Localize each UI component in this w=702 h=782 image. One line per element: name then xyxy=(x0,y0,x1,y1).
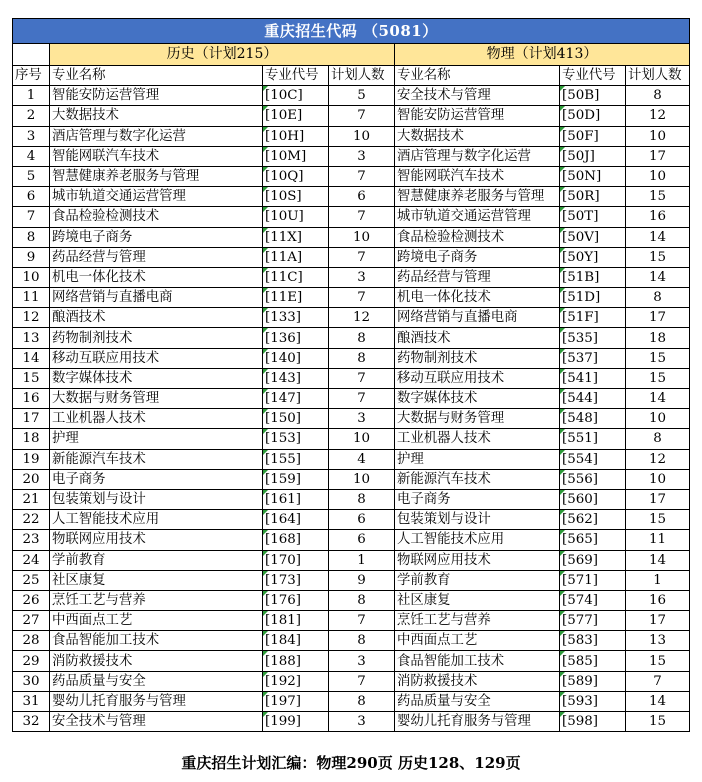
history-major-name: 食品检验检测技术 xyxy=(50,207,263,227)
table-row xyxy=(13,126,690,146)
history-major-code: [173] xyxy=(263,570,329,590)
table-row xyxy=(13,489,690,509)
history-major-code: [197] xyxy=(263,691,329,711)
header-count-physics: 计划人数 xyxy=(626,66,690,86)
physics-major-code: [556] xyxy=(560,469,626,489)
history-plan-count: 7 xyxy=(329,247,395,267)
row-number: 14 xyxy=(13,348,50,368)
table-row xyxy=(13,611,690,631)
physics-major-name: 酿酒技术 xyxy=(395,328,560,348)
history-plan-count: 8 xyxy=(329,328,395,348)
physics-plan-count: 8 xyxy=(626,86,690,106)
physics-major-code: [51F] xyxy=(560,308,626,328)
physics-major-name: 智能网联汽车技术 xyxy=(395,166,560,186)
physics-major-name: 中西面点工艺 xyxy=(395,631,560,651)
row-number: 3 xyxy=(13,126,50,146)
history-plan-count: 3 xyxy=(329,146,395,166)
physics-plan-count: 10 xyxy=(626,409,690,429)
history-plan-count: 7 xyxy=(329,671,395,691)
physics-plan-count: 12 xyxy=(626,449,690,469)
history-plan-count: 6 xyxy=(329,530,395,550)
history-major-code: [143] xyxy=(263,368,329,388)
physics-major-code: [585] xyxy=(560,651,626,671)
physics-major-code: [50V] xyxy=(560,227,626,247)
physics-plan-count: 17 xyxy=(626,611,690,631)
history-major-name: 婴幼儿托育服务与管理 xyxy=(50,691,263,711)
table-row xyxy=(13,106,690,126)
row-number: 31 xyxy=(13,691,50,711)
physics-major-name: 电子商务 xyxy=(395,489,560,509)
history-major-name: 智能安防运营管理 xyxy=(50,86,263,106)
header-major-history: 专业名称 xyxy=(50,66,263,86)
physics-major-code: [569] xyxy=(560,550,626,570)
table-row xyxy=(13,712,690,732)
title-row xyxy=(13,19,690,44)
history-plan-count: 3 xyxy=(329,651,395,671)
table-row xyxy=(13,510,690,530)
physics-plan-count: 15 xyxy=(626,510,690,530)
history-major-code: [10Q] xyxy=(263,166,329,186)
physics-plan-count: 1 xyxy=(626,570,690,590)
physics-plan-count: 15 xyxy=(626,187,690,207)
history-major-name: 烹饪工艺与营养 xyxy=(50,590,263,610)
admission-plan-table xyxy=(12,18,690,732)
history-major-code: [10U] xyxy=(263,207,329,227)
history-major-name: 大数据技术 xyxy=(50,106,263,126)
history-major-name: 学前教育 xyxy=(50,550,263,570)
physics-plan-count: 15 xyxy=(626,368,690,388)
group-history: 历史（计划215） xyxy=(50,44,395,66)
row-number: 17 xyxy=(13,409,50,429)
history-major-code: [161] xyxy=(263,489,329,509)
physics-major-code: [50D] xyxy=(560,106,626,126)
history-plan-count: 7 xyxy=(329,389,395,409)
history-major-code: [11E] xyxy=(263,288,329,308)
row-number: 22 xyxy=(13,510,50,530)
physics-major-name: 智慧健康养老服务与管理 xyxy=(395,187,560,207)
physics-major-name: 安全技术与管理 xyxy=(395,86,560,106)
row-number: 20 xyxy=(13,469,50,489)
physics-major-name: 烹饪工艺与营养 xyxy=(395,611,560,631)
physics-major-code: [51B] xyxy=(560,267,626,287)
history-plan-count: 8 xyxy=(329,590,395,610)
history-major-code: [11X] xyxy=(263,227,329,247)
physics-plan-count: 15 xyxy=(626,348,690,368)
history-major-code: [164] xyxy=(263,510,329,530)
history-major-name: 大数据与财务管理 xyxy=(50,389,263,409)
row-number: 16 xyxy=(13,389,50,409)
physics-plan-count: 11 xyxy=(626,530,690,550)
physics-major-code: [598] xyxy=(560,712,626,732)
physics-plan-count: 12 xyxy=(626,106,690,126)
physics-major-name: 药物制剂技术 xyxy=(395,348,560,368)
history-major-name: 数字媒体技术 xyxy=(50,368,263,388)
physics-major-code: [589] xyxy=(560,671,626,691)
row-number: 1 xyxy=(13,86,50,106)
row-number: 2 xyxy=(13,106,50,126)
history-major-code: [150] xyxy=(263,409,329,429)
history-plan-count: 7 xyxy=(329,288,395,308)
physics-major-code: [565] xyxy=(560,530,626,550)
history-major-code: [11C] xyxy=(263,267,329,287)
physics-major-name: 包装策划与设计 xyxy=(395,510,560,530)
table-row xyxy=(13,247,690,267)
physics-major-name: 物联网应用技术 xyxy=(395,550,560,570)
physics-plan-count: 8 xyxy=(626,429,690,449)
history-major-name: 护理 xyxy=(50,429,263,449)
physics-major-name: 学前教育 xyxy=(395,570,560,590)
physics-major-code: [571] xyxy=(560,570,626,590)
history-plan-count: 10 xyxy=(329,429,395,449)
history-major-code: [136] xyxy=(263,328,329,348)
table-row xyxy=(13,550,690,570)
history-plan-count: 4 xyxy=(329,449,395,469)
history-major-code: [10H] xyxy=(263,126,329,146)
physics-plan-count: 15 xyxy=(626,247,690,267)
table-row xyxy=(13,187,690,207)
history-major-name: 电子商务 xyxy=(50,469,263,489)
table-row xyxy=(13,389,690,409)
history-plan-count: 7 xyxy=(329,611,395,631)
table-row xyxy=(13,288,690,308)
physics-plan-count: 16 xyxy=(626,207,690,227)
history-major-name: 智能网联汽车技术 xyxy=(50,146,263,166)
physics-major-name: 移动互联应用技术 xyxy=(395,368,560,388)
history-plan-count: 10 xyxy=(329,227,395,247)
history-major-code: [153] xyxy=(263,429,329,449)
header-code-history: 专业代号 xyxy=(263,66,329,86)
header-major-physics: 专业名称 xyxy=(395,66,560,86)
physics-plan-count: 17 xyxy=(626,489,690,509)
history-plan-count: 7 xyxy=(329,207,395,227)
physics-major-code: [50T] xyxy=(560,207,626,227)
physics-major-name: 婴幼儿托育服务与管理 xyxy=(395,712,560,732)
history-major-code: [10C] xyxy=(263,86,329,106)
row-number: 25 xyxy=(13,570,50,590)
history-plan-count: 1 xyxy=(329,550,395,570)
table-row xyxy=(13,449,690,469)
row-number: 12 xyxy=(13,308,50,328)
table-row xyxy=(13,227,690,247)
row-number: 29 xyxy=(13,651,50,671)
row-number: 21 xyxy=(13,489,50,509)
row-number: 6 xyxy=(13,187,50,207)
physics-plan-count: 14 xyxy=(626,267,690,287)
physics-major-code: [50B] xyxy=(560,86,626,106)
physics-plan-count: 14 xyxy=(626,691,690,711)
header-seq: 序号 xyxy=(13,66,50,86)
physics-major-name: 人工智能技术应用 xyxy=(395,530,560,550)
table-row xyxy=(13,348,690,368)
physics-plan-count: 14 xyxy=(626,389,690,409)
history-plan-count: 10 xyxy=(329,469,395,489)
header-row xyxy=(13,66,690,86)
table-row xyxy=(13,166,690,186)
row-number: 8 xyxy=(13,227,50,247)
physics-major-code: [50R] xyxy=(560,187,626,207)
row-number: 23 xyxy=(13,530,50,550)
row-number: 28 xyxy=(13,631,50,651)
history-major-name: 药物制剂技术 xyxy=(50,328,263,348)
physics-plan-count: 13 xyxy=(626,631,690,651)
physics-major-name: 食品智能加工技术 xyxy=(395,651,560,671)
row-number: 19 xyxy=(13,449,50,469)
history-major-name: 社区康复 xyxy=(50,570,263,590)
physics-major-code: [541] xyxy=(560,368,626,388)
table-row xyxy=(13,429,690,449)
physics-major-name: 酒店管理与数字化运营 xyxy=(395,146,560,166)
history-major-name: 物联网应用技术 xyxy=(50,530,263,550)
history-plan-count: 7 xyxy=(329,166,395,186)
physics-plan-count: 7 xyxy=(626,671,690,691)
history-plan-count: 3 xyxy=(329,409,395,429)
history-major-code: [10M] xyxy=(263,146,329,166)
physics-major-code: [583] xyxy=(560,631,626,651)
physics-major-name: 食品检验检测技术 xyxy=(395,227,560,247)
physics-major-name: 网络营销与直播电商 xyxy=(395,308,560,328)
history-plan-count: 8 xyxy=(329,631,395,651)
physics-major-name: 药品质量与安全 xyxy=(395,691,560,711)
history-plan-count: 3 xyxy=(329,267,395,287)
history-major-name: 城市轨道交通运营管理 xyxy=(50,187,263,207)
row-number: 13 xyxy=(13,328,50,348)
physics-plan-count: 15 xyxy=(626,712,690,732)
table-row xyxy=(13,671,690,691)
row-number: 11 xyxy=(13,288,50,308)
history-major-name: 安全技术与管理 xyxy=(50,712,263,732)
physics-major-code: [50J] xyxy=(560,146,626,166)
physics-plan-count: 18 xyxy=(626,328,690,348)
history-major-name: 药品质量与安全 xyxy=(50,671,263,691)
history-major-name: 食品智能加工技术 xyxy=(50,631,263,651)
row-number: 7 xyxy=(13,207,50,227)
history-major-code: [133] xyxy=(263,308,329,328)
physics-major-name: 消防救援技术 xyxy=(395,671,560,691)
table-row xyxy=(13,691,690,711)
history-plan-count: 7 xyxy=(329,106,395,126)
history-major-code: [181] xyxy=(263,611,329,631)
history-major-name: 消防救援技术 xyxy=(50,651,263,671)
history-major-name: 机电一体化技术 xyxy=(50,267,263,287)
physics-major-code: [551] xyxy=(560,429,626,449)
history-major-code: [184] xyxy=(263,631,329,651)
table-row xyxy=(13,409,690,429)
history-major-code: [10E] xyxy=(263,106,329,126)
physics-plan-count: 16 xyxy=(626,590,690,610)
row-number: 5 xyxy=(13,166,50,186)
history-major-name: 药品经营与管理 xyxy=(50,247,263,267)
physics-major-code: [50F] xyxy=(560,126,626,146)
history-major-code: [168] xyxy=(263,530,329,550)
table-row xyxy=(13,328,690,348)
history-major-code: [170] xyxy=(263,550,329,570)
physics-plan-count: 14 xyxy=(626,550,690,570)
table-row xyxy=(13,570,690,590)
history-major-name: 工业机器人技术 xyxy=(50,409,263,429)
history-plan-count: 8 xyxy=(329,489,395,509)
table-row xyxy=(13,368,690,388)
group-blank-cell xyxy=(13,44,50,66)
history-plan-count: 7 xyxy=(329,368,395,388)
physics-major-code: [562] xyxy=(560,510,626,530)
history-major-code: [147] xyxy=(263,389,329,409)
physics-major-name: 工业机器人技术 xyxy=(395,429,560,449)
physics-plan-count: 17 xyxy=(626,146,690,166)
physics-major-name: 数字媒体技术 xyxy=(395,389,560,409)
history-major-name: 智慧健康养老服务与管理 xyxy=(50,166,263,186)
table-row xyxy=(13,207,690,227)
row-number: 15 xyxy=(13,368,50,388)
physics-major-code: [50Y] xyxy=(560,247,626,267)
history-major-code: [192] xyxy=(263,671,329,691)
table-row xyxy=(13,146,690,166)
physics-major-name: 城市轨道交通运营管理 xyxy=(395,207,560,227)
physics-plan-count: 10 xyxy=(626,126,690,146)
header-code-physics: 专业代号 xyxy=(560,66,626,86)
history-major-name: 移动互联应用技术 xyxy=(50,348,263,368)
row-number: 4 xyxy=(13,146,50,166)
history-major-code: [199] xyxy=(263,712,329,732)
row-number: 27 xyxy=(13,611,50,631)
row-number: 30 xyxy=(13,671,50,691)
group-physics: 物理（计划413） xyxy=(395,44,690,66)
history-plan-count: 12 xyxy=(329,308,395,328)
physics-plan-count: 10 xyxy=(626,166,690,186)
physics-major-name: 社区康复 xyxy=(395,590,560,610)
physics-major-code: [535] xyxy=(560,328,626,348)
physics-major-code: [537] xyxy=(560,348,626,368)
table-row xyxy=(13,308,690,328)
physics-major-code: [593] xyxy=(560,691,626,711)
physics-plan-count: 15 xyxy=(626,651,690,671)
history-major-code: [188] xyxy=(263,651,329,671)
history-major-code: [159] xyxy=(263,469,329,489)
physics-major-code: [577] xyxy=(560,611,626,631)
physics-major-code: [554] xyxy=(560,449,626,469)
history-major-code: [10S] xyxy=(263,187,329,207)
history-major-name: 中西面点工艺 xyxy=(50,611,263,631)
history-major-code: [11A] xyxy=(263,247,329,267)
history-plan-count: 9 xyxy=(329,570,395,590)
physics-major-name: 新能源汽车技术 xyxy=(395,469,560,489)
physics-major-code: [574] xyxy=(560,590,626,610)
table-row xyxy=(13,86,690,106)
history-major-name: 酿酒技术 xyxy=(50,308,263,328)
physics-plan-count: 14 xyxy=(626,227,690,247)
physics-plan-count: 17 xyxy=(626,308,690,328)
row-number: 32 xyxy=(13,712,50,732)
history-plan-count: 6 xyxy=(329,510,395,530)
table-row xyxy=(13,590,690,610)
row-number: 10 xyxy=(13,267,50,287)
history-major-name: 新能源汽车技术 xyxy=(50,449,263,469)
row-number: 9 xyxy=(13,247,50,267)
history-plan-count: 8 xyxy=(329,348,395,368)
physics-major-name: 大数据与财务管理 xyxy=(395,409,560,429)
table-row xyxy=(13,631,690,651)
physics-plan-count: 8 xyxy=(626,288,690,308)
physics-major-code: [548] xyxy=(560,409,626,429)
history-major-name: 包装策划与设计 xyxy=(50,489,263,509)
group-row xyxy=(13,44,690,66)
history-plan-count: 3 xyxy=(329,712,395,732)
footer-note: 重庆招生计划汇编：物理290页 历史128、129页 xyxy=(181,754,521,772)
table-row xyxy=(13,651,690,671)
history-plan-count: 6 xyxy=(329,187,395,207)
history-major-name: 人工智能技术应用 xyxy=(50,510,263,530)
physics-major-name: 智能安防运营管理 xyxy=(395,106,560,126)
history-major-code: [155] xyxy=(263,449,329,469)
physics-major-code: [50N] xyxy=(560,166,626,186)
physics-plan-count: 10 xyxy=(626,469,690,489)
table-row xyxy=(13,267,690,287)
history-major-code: [140] xyxy=(263,348,329,368)
header-count-history: 计划人数 xyxy=(329,66,395,86)
history-major-code: [176] xyxy=(263,590,329,610)
table-title: 重庆招生代码 （5081） xyxy=(13,19,690,44)
physics-major-code: [544] xyxy=(560,389,626,409)
physics-major-code: [51D] xyxy=(560,288,626,308)
physics-major-name: 护理 xyxy=(395,449,560,469)
physics-major-name: 大数据技术 xyxy=(395,126,560,146)
table-row xyxy=(13,530,690,550)
physics-major-name: 跨境电子商务 xyxy=(395,247,560,267)
history-plan-count: 10 xyxy=(329,126,395,146)
history-major-name: 酒店管理与数字化运营 xyxy=(50,126,263,146)
history-major-name: 跨境电子商务 xyxy=(50,227,263,247)
physics-major-code: [560] xyxy=(560,489,626,509)
physics-major-name: 机电一体化技术 xyxy=(395,288,560,308)
row-number: 26 xyxy=(13,590,50,610)
row-number: 18 xyxy=(13,429,50,449)
row-number: 24 xyxy=(13,550,50,570)
admission-table-container xyxy=(12,18,689,732)
history-major-name: 网络营销与直播电商 xyxy=(50,288,263,308)
history-plan-count: 5 xyxy=(329,86,395,106)
table-row xyxy=(13,469,690,489)
physics-major-name: 药品经营与管理 xyxy=(395,267,560,287)
history-plan-count: 8 xyxy=(329,691,395,711)
